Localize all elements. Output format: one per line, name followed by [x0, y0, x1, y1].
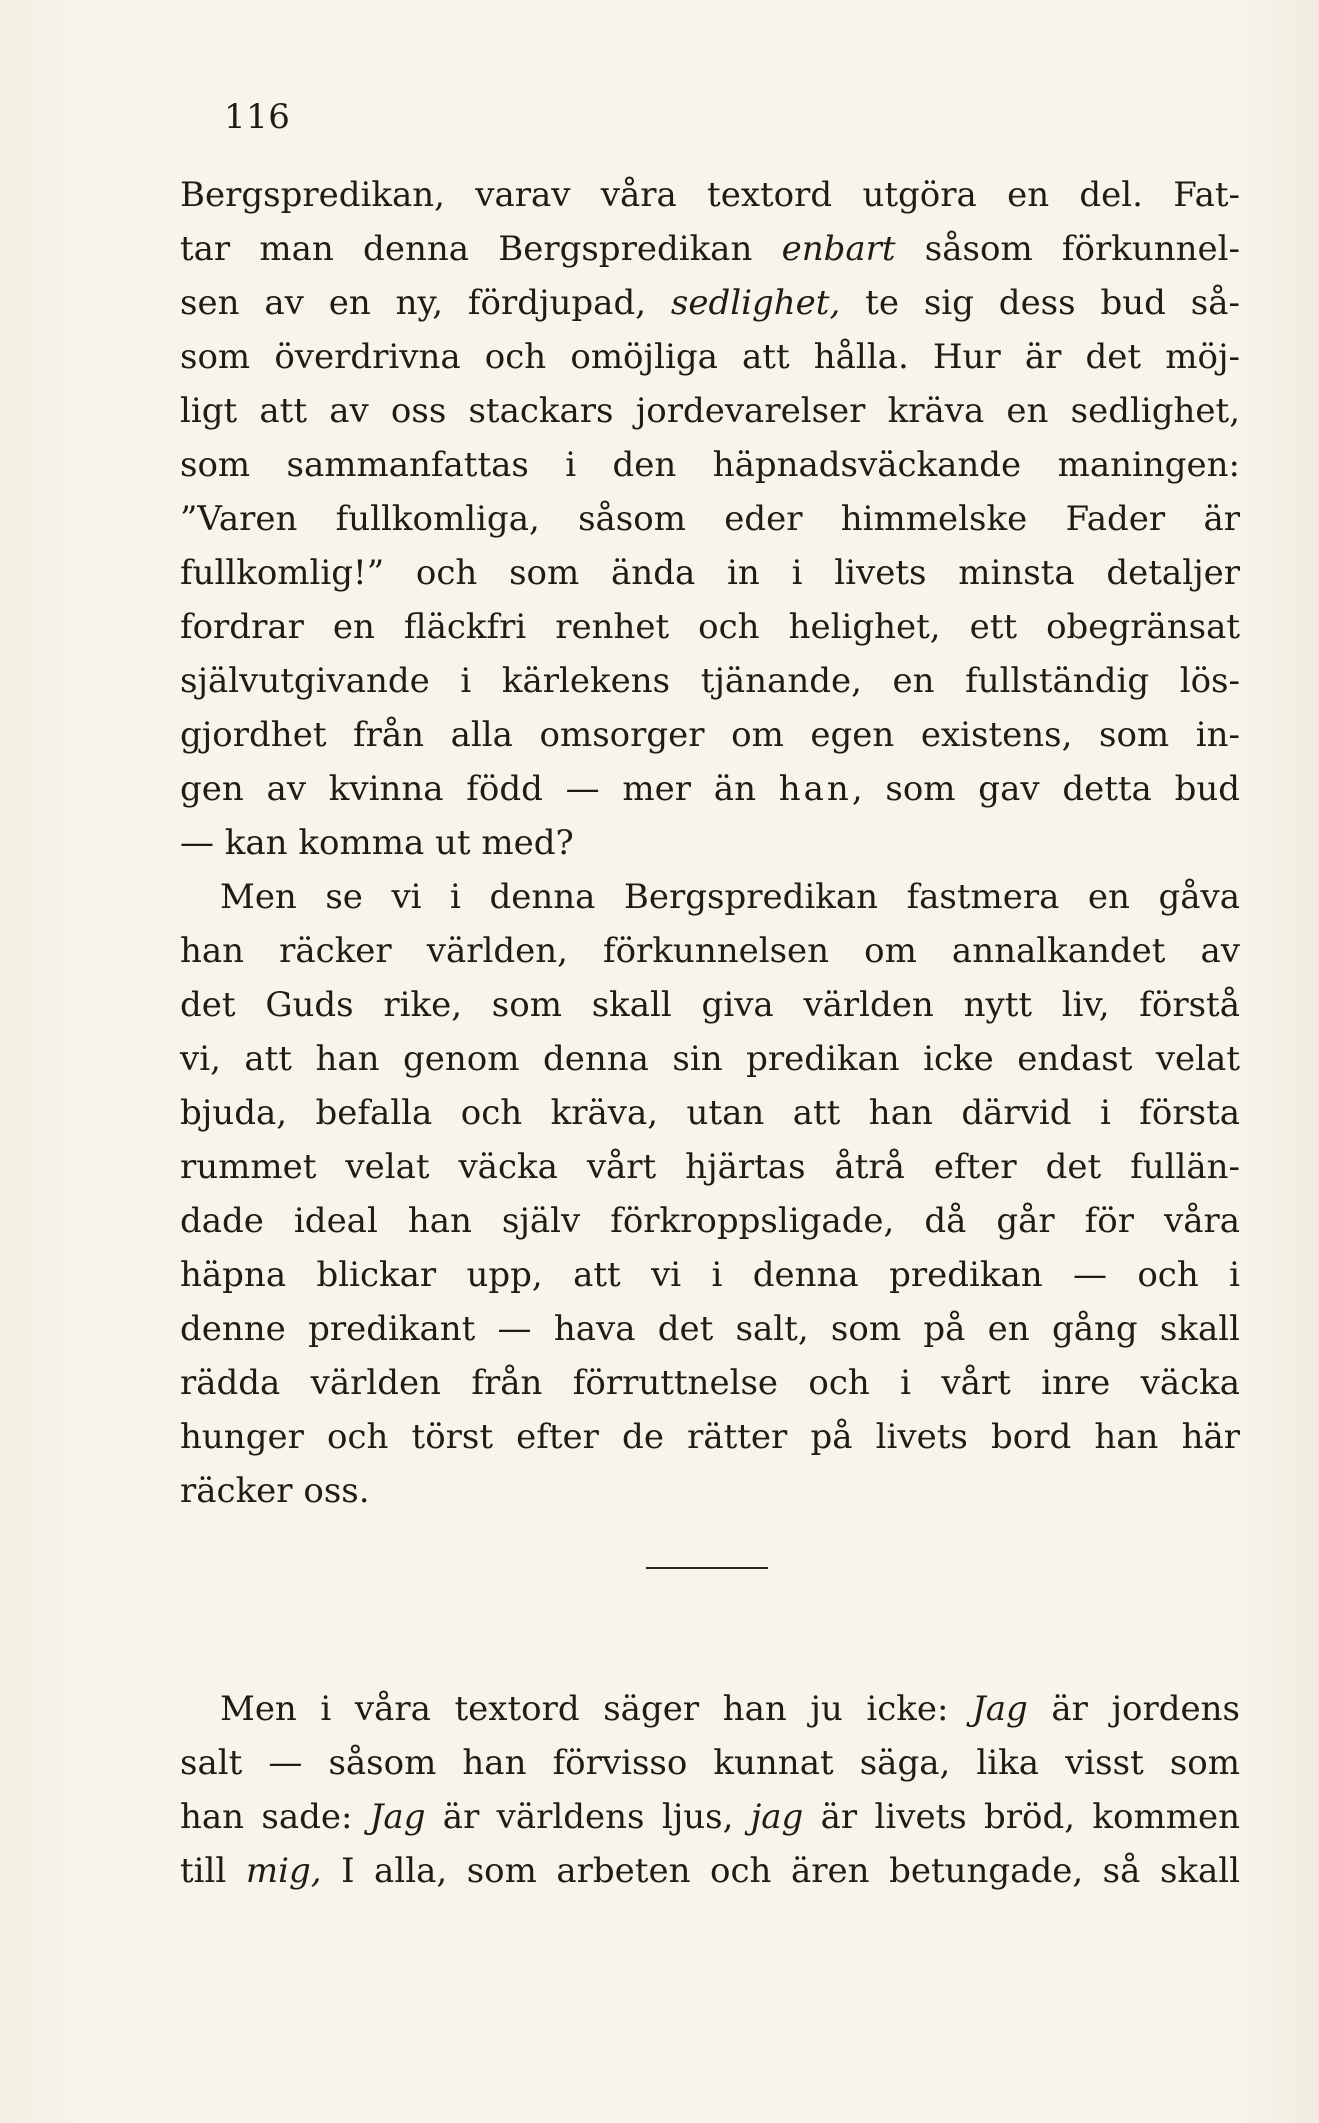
text-line: [180, 1844, 1240, 1898]
text-run: Men i våra textord säger han ju icke:: [220, 1689, 973, 1729]
text-run: är livets bröd, kommen: [803, 1797, 1240, 1837]
text-line: fullkomlig!” och som ända in i livets minsta detaljer: [180, 553, 1240, 593]
text-line: han räcker världen, förkunnelsen om annalkandet av: [180, 931, 1240, 971]
section-separator: [646, 1567, 768, 1569]
page-number: 116: [224, 97, 291, 137]
spaced-text: han: [778, 769, 852, 809]
text-run: han sade:: [180, 1797, 370, 1837]
text-line: som överdrivna och omöjliga att hålla. Hur är det möj-: [180, 337, 1240, 377]
text-line: Men se vi i denna Bergspredikan fastmera en gåva: [220, 877, 1240, 917]
text-run: är jordens: [1027, 1689, 1240, 1729]
text-run: till: [180, 1851, 246, 1891]
text-line: denne predikant — hava det salt, som på en gång skall: [180, 1309, 1240, 1349]
text-line: [180, 1790, 1240, 1844]
text-run: såsom förkunnel-: [895, 229, 1240, 269]
italic-text: sedlighet,: [670, 283, 841, 323]
text-run: gen av kvinna född — mer än: [180, 769, 779, 809]
text-line: rädda världen från förruttnelse och i vårt inre väcka: [180, 1363, 1240, 1403]
text-line: räcker oss.: [180, 1471, 370, 1511]
text-line: [180, 222, 1240, 276]
text-line: [180, 276, 1240, 330]
text-run: te sig dess bud så-: [840, 283, 1240, 323]
text-line: salt — såsom han förvisso kunnat säga, lika visst som: [180, 1743, 1240, 1783]
text-line: det Guds rike, som skall giva världen nytt liv, förstå: [180, 985, 1240, 1025]
text-line: [180, 1682, 1240, 1736]
text-line: ”Varen fullkomliga, såsom eder himmelske Fader är: [180, 499, 1240, 539]
text-line: som sammanfattas i den häpnadsväckande maningen:: [180, 445, 1240, 485]
text-line: Bergspredikan, varav våra textord utgöra en del. Fat-: [180, 175, 1240, 215]
text-line: fordrar en fläckfri renhet och helighet, ett obegränsat: [180, 607, 1240, 647]
text-line: häpna blickar upp, att vi i denna predikan — och i: [180, 1255, 1240, 1295]
italic-text: jag: [750, 1797, 804, 1837]
paragraph-2: [180, 870, 1240, 1518]
italic-text: mig,: [245, 1851, 322, 1891]
text-line: [180, 762, 1240, 816]
text-run: I alla, som arbeten och ären betungade, så skall: [321, 1851, 1241, 1891]
italic-text: enbart: [781, 229, 896, 269]
text-line: rummet velat väcka vårt hjärtas åtrå efter det fullän-: [180, 1147, 1240, 1187]
text-line: dade ideal han själv förkroppsligade, då går för våra: [180, 1201, 1240, 1241]
text-run: är världens ljus,: [425, 1797, 751, 1837]
text-run: sen av en ny, fördjupad,: [180, 283, 671, 323]
text-line: gjordhet från alla omsorger om egen existens, som in-: [180, 715, 1240, 755]
text-line: bjuda, befalla och kräva, utan att han därvid i första: [180, 1093, 1240, 1133]
paragraph-3: [180, 1682, 1240, 1898]
text-line: självutgivande i kärlekens tjänande, en fullständig lös-: [180, 661, 1240, 701]
text-run: , som gav detta bud: [851, 769, 1240, 809]
text-line: — kan komma ut med?: [180, 823, 574, 863]
text-line: hunger och törst efter de rätter på livets bord han här: [180, 1417, 1240, 1457]
text-run: tar man denna Bergspredikan: [180, 229, 782, 269]
text-line: vi, att han genom denna sin predikan icke endast velat: [180, 1039, 1240, 1079]
italic-text: Jag: [369, 1797, 426, 1837]
paragraph-1: [180, 168, 1240, 870]
text-line: ligt att av oss stackars jordevarelser kräva en sedlighet,: [180, 391, 1240, 431]
italic-text: Jag: [972, 1689, 1028, 1729]
